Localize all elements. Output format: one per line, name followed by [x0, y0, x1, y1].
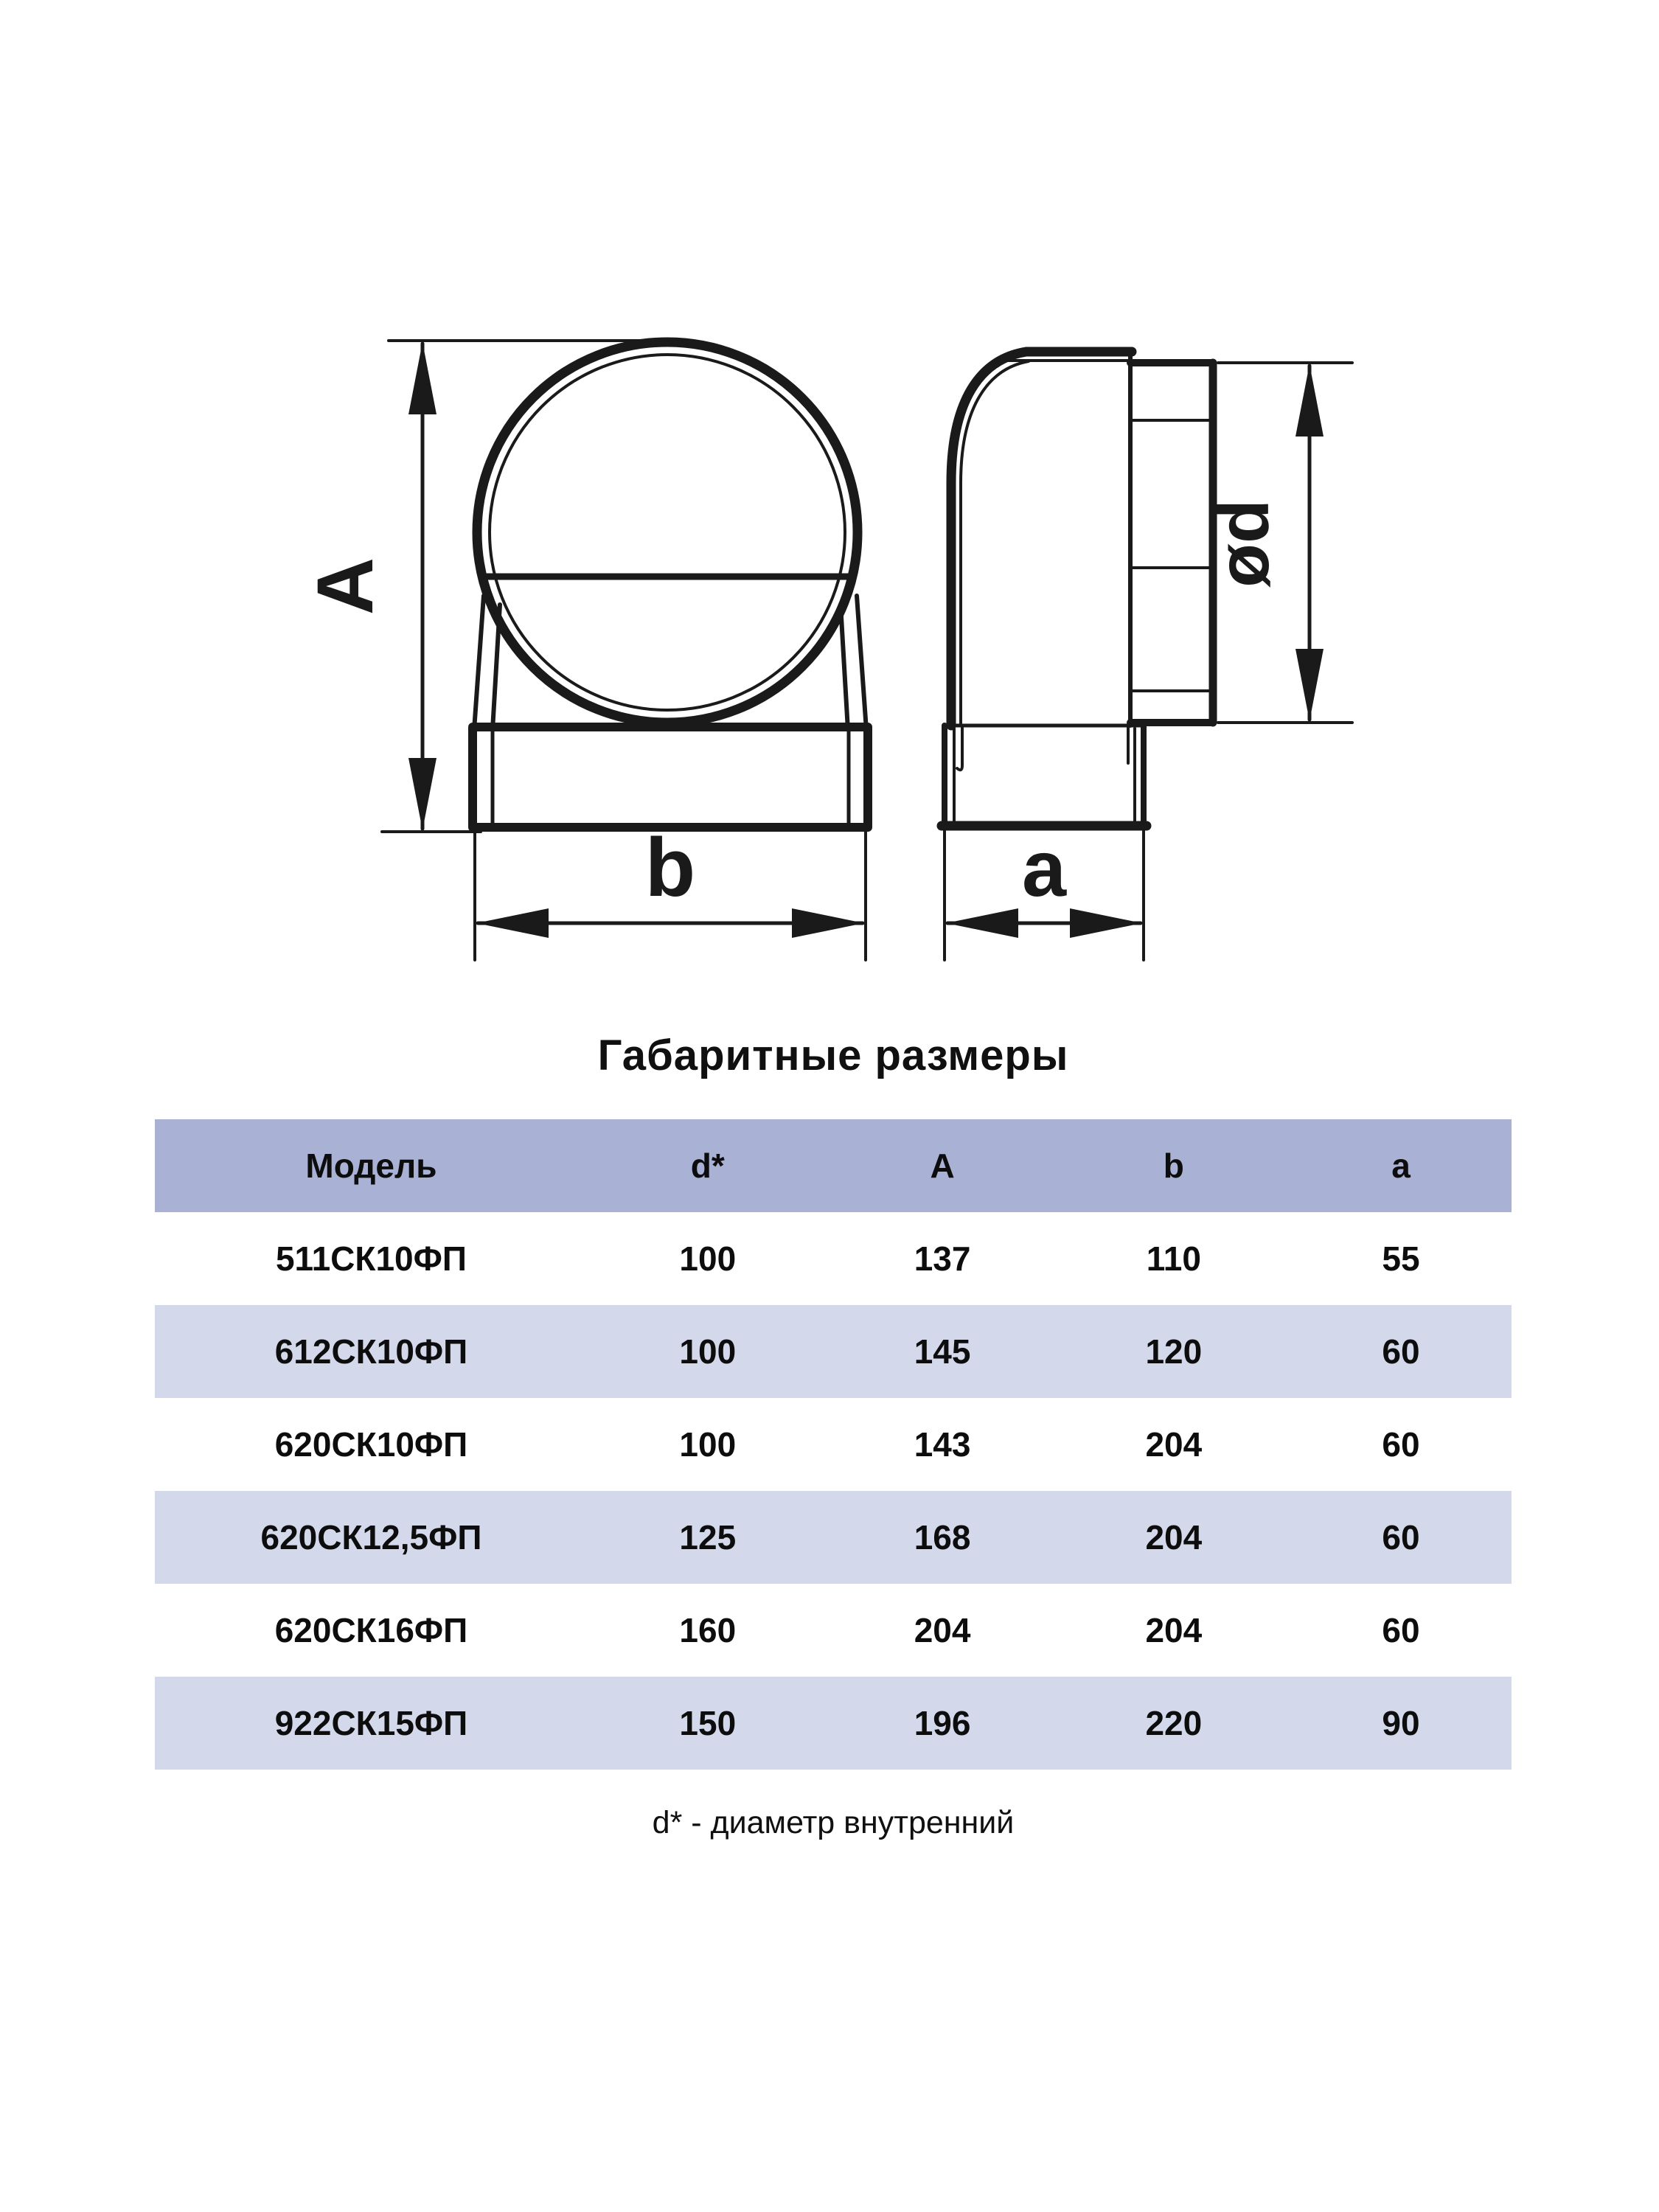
- col-header-model: Модель: [305, 1147, 437, 1185]
- dimension-od: [1203, 363, 1352, 723]
- cell-a: 60: [1382, 1611, 1420, 1649]
- col-header-d: d*: [690, 1147, 725, 1185]
- cell-d: 160: [679, 1611, 737, 1649]
- cell-b: 120: [1145, 1332, 1203, 1371]
- pipe-outer-circle: [477, 342, 858, 723]
- table-row: [155, 1584, 1512, 1677]
- cell-a: 55: [1382, 1239, 1420, 1278]
- cell-a: 60: [1382, 1332, 1420, 1371]
- cell-model: 620СК12,5ФП: [260, 1518, 482, 1557]
- table-row: [155, 1677, 1512, 1770]
- cell-b: 204: [1145, 1518, 1203, 1557]
- cell-A: 204: [914, 1611, 971, 1649]
- cell-b: 204: [1145, 1611, 1203, 1649]
- cell-a: 60: [1382, 1425, 1420, 1464]
- col-header-A: A: [930, 1147, 955, 1185]
- cell-A: 196: [914, 1704, 971, 1742]
- section-title: Габаритные размеры: [597, 1032, 1069, 1079]
- col-header-b: b: [1163, 1147, 1184, 1185]
- table-row: [155, 1491, 1512, 1584]
- side-view: [942, 352, 1352, 960]
- dimension-b: [475, 821, 866, 960]
- cell-model: 620СК16ФП: [274, 1611, 468, 1649]
- table-row: [155, 1305, 1512, 1398]
- dim-label-a: a: [1021, 824, 1067, 913]
- dimensions-table: [155, 1119, 1512, 1770]
- cell-a: 60: [1382, 1518, 1420, 1557]
- cell-model: 511СК10ФП: [275, 1239, 467, 1278]
- table-row: [155, 1212, 1512, 1305]
- cell-b: 110: [1146, 1239, 1201, 1278]
- cell-d: 100: [679, 1425, 737, 1464]
- dim-label-diameter: ød: [1203, 499, 1284, 588]
- col-header-a: a: [1391, 1147, 1411, 1185]
- dim-label-A: A: [300, 557, 389, 615]
- cell-A: 168: [914, 1518, 971, 1557]
- cell-b: 204: [1145, 1425, 1203, 1464]
- cell-a: 90: [1382, 1704, 1420, 1742]
- flange-base: [473, 727, 868, 827]
- pipe-inner-circle: [490, 355, 845, 710]
- cell-A: 143: [914, 1425, 971, 1464]
- table-row: [155, 1398, 1512, 1491]
- front-view: [300, 341, 868, 960]
- table-header-row: [155, 1119, 1512, 1212]
- cell-model: 922СК15ФП: [274, 1704, 468, 1742]
- dim-label-b: b: [644, 821, 696, 914]
- cell-b: 220: [1145, 1704, 1203, 1742]
- cell-A: 145: [914, 1332, 971, 1371]
- cell-d: 100: [679, 1239, 737, 1278]
- cell-d: 125: [679, 1518, 737, 1557]
- footnote: d* - диаметр внутренний: [652, 1805, 1015, 1840]
- cell-model: 612СК10ФП: [274, 1332, 468, 1371]
- cell-d: 150: [679, 1704, 737, 1742]
- cell-d: 100: [679, 1332, 737, 1371]
- cell-A: 137: [914, 1239, 971, 1278]
- cell-model: 620СК10ФП: [274, 1425, 468, 1464]
- dimension-a: [945, 824, 1144, 960]
